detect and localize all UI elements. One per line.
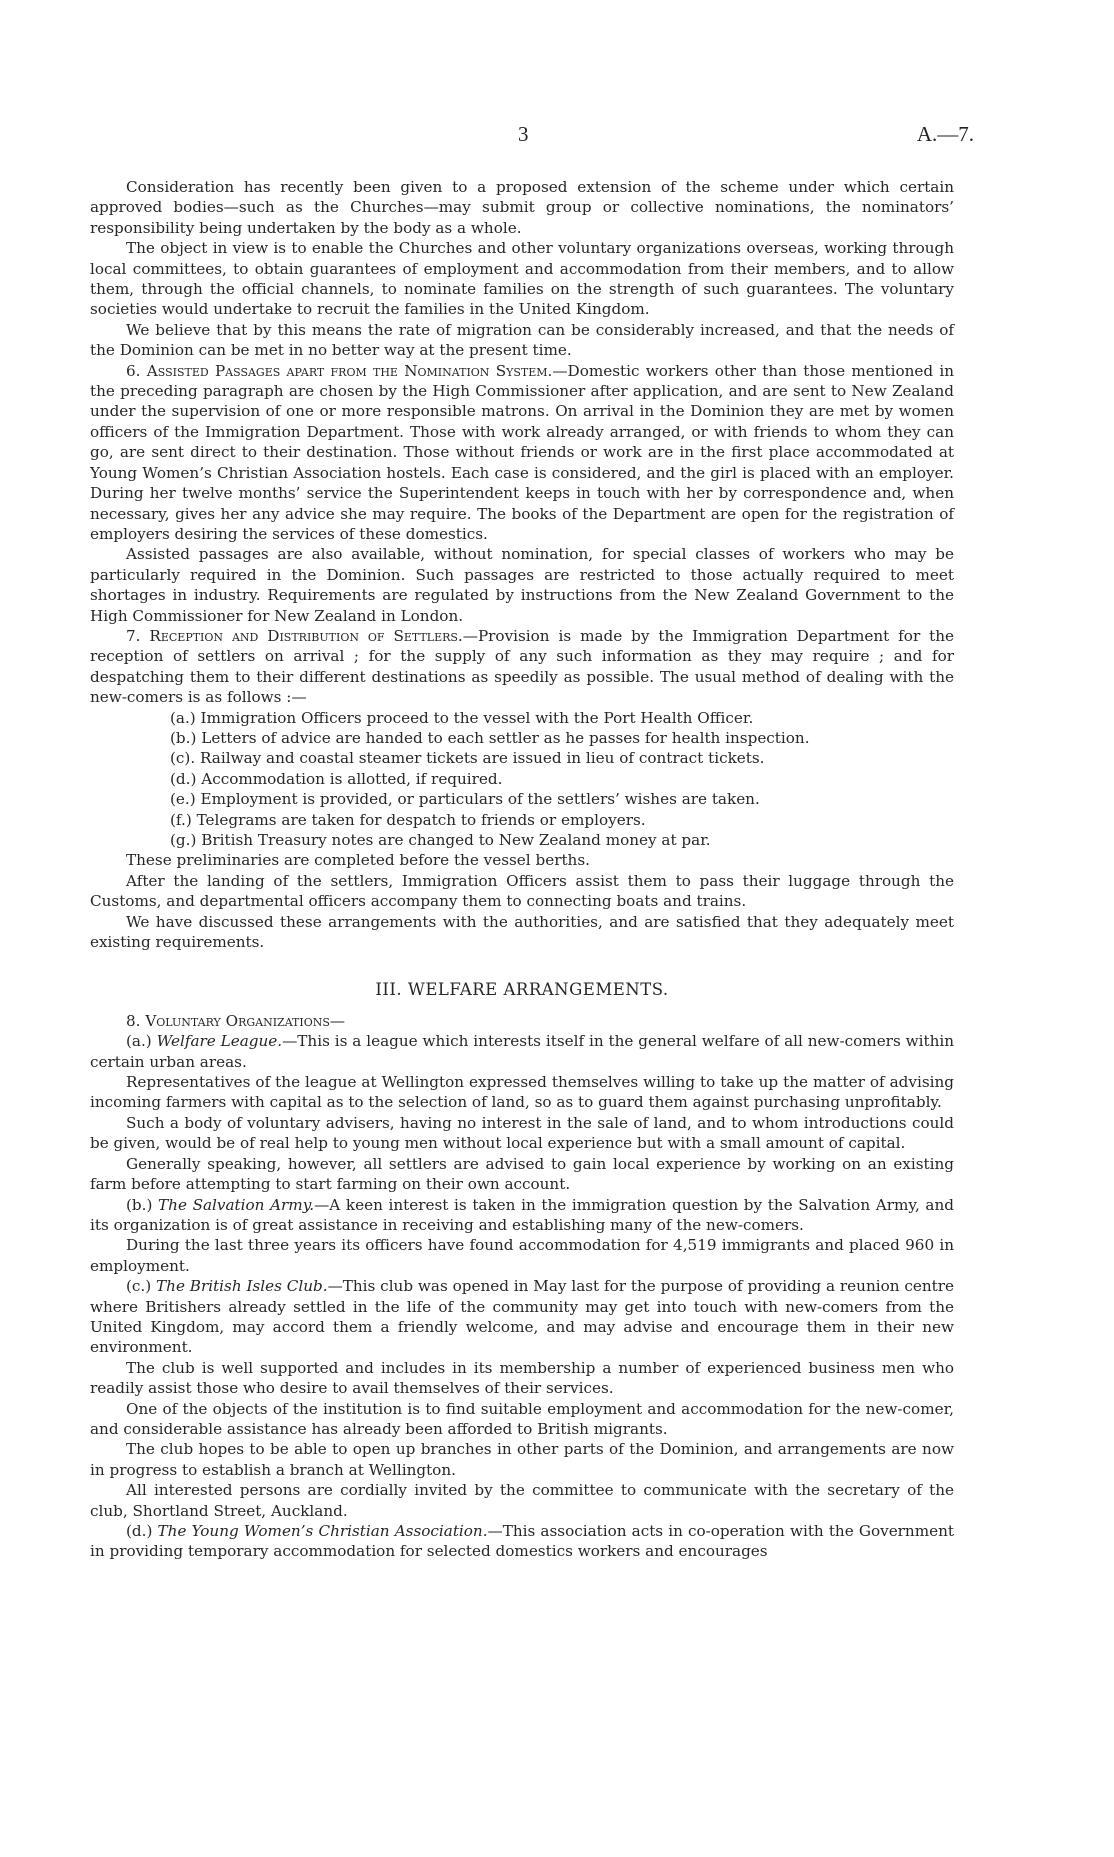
paragraph-section-8 — [90, 1011, 954, 1031]
document-reference: A.—7. — [916, 122, 974, 146]
item-label: (a.) — [126, 1032, 157, 1051]
paragraph: We believe that by this means the rate of migration can be considerably increased, and that the needs of the Dominion can be met in no better way at the present time. — [90, 320, 954, 360]
list-item: (c). Railway and coastal steamer tickets are issued in lieu of contract tickets. — [170, 749, 765, 768]
section-heading: III. WELFARE ARRANGEMENTS. — [375, 980, 669, 1000]
paragraph-british-isles-club — [90, 1276, 954, 1358]
list-item: (g.) British Treasury notes are changed to New Zealand money at par. — [170, 831, 711, 849]
item-title: The Young Women’s Christian Association. — [157, 1522, 488, 1540]
paragraph: After the landing of the settlers, Immigration Officers assist them to pass their luggage through the Customs, and departmental officers accompany them to connecting boats and trains. — [90, 871, 954, 911]
item-title: The Salvation Army. — [158, 1195, 315, 1214]
item-text: —A keen interest is taken in the immigration question by the Salvation Army, and its organization is of great assistance in receiving and establishing many of the new-comers. — [90, 1195, 954, 1234]
paragraph: During the last three years its officers have found accommodation for 4,519 immigrants and placed 960 in employment. — [90, 1236, 954, 1275]
paragraph: One of the objects of the institution is to find suitable employment and accommodation for the new-comer, and considerable assistance has already been afforded to British migrants. — [90, 1399, 954, 1438]
paragraph-section-7 — [90, 626, 954, 708]
paragraph-welfare-league — [90, 1031, 954, 1072]
list-item: (f.) Telegrams are taken for despatch to friends or employers. — [170, 810, 646, 829]
item-title: Welfare League. — [156, 1032, 283, 1051]
paragraph: Consideration has recently been given to a proposed extension of the scheme under which certain approved bodies—such as the Churches—may submit group or collective nominations, the nominators’ responsibility being undertaken by the body as a whole. — [90, 178, 954, 237]
paragraph: Representatives of the league at Wellington expressed themselves willing to take up the matter of advising incoming farmers with capital as to the selection of land, so as to guard them against purchasing unprofitably. — [90, 1073, 954, 1112]
section-8-dash: — — [329, 1011, 346, 1030]
paragraph-salvation-army — [90, 1195, 954, 1236]
item-text: —This is a league which interests itself in the general welfare of all new-comers within certain urban areas. — [90, 1032, 955, 1071]
paragraph: The object in view is to enable the Churches and other voluntary organizations overseas, working through local committees, to obtain guarantees of employment and accommodation from their members, and to allow them, through the official channels, to nominate families on the strength of such guarantees. The voluntary societies would undertake to recruit the families in the United Kingdom. — [90, 239, 954, 319]
paragraph: Generally speaking, however, all settlers are advised to gain local experience by working on an existing farm before attempting to start farming on their own account. — [90, 1154, 954, 1194]
list-item: (a.) Immigration Officers proceed to the vessel with the Port Health Officer. — [170, 708, 754, 727]
list-item: (d.) Accommodation is allotted, if required. — [170, 769, 503, 788]
item-label: (b.) — [126, 1195, 159, 1214]
item-text: —This club was opened in May last for the purpose of providing a reunion centre where Britishers already settled in the life of the community may get into touch with new-comers from the United Kingdom, may accord them a friendly welcome, and may advise and encourage them in their new environment. — [90, 1277, 954, 1357]
paragraph: The club is well supported and includes in its membership a number of experienced business men who readily assist those who desire to avail themselves of their services. — [90, 1358, 954, 1398]
section-6-text: —Domestic workers other than those mentioned in the preceding paragraph are chosen by the High Commissioner after application, and are sent to New Zealand under the supervision of one or more responsible matrons. On arrival in the Dominion they are met by women officers of the Immigration Department. Those with work already arranged, or with friends to whom they can go, are sent direct to their destination. Those without friends or work are in the first place accommodated at Young Women’s Christian Association hostels. Each case is considered, and the girl is placed with an employer. During her twelve months’ service the Superintendent keeps in touch with her by correspondence and, when necessary, gives her any advice she may require. The books of the Department are open for the registration of employers desiring the services of these domestics. — [90, 361, 954, 543]
item-label: (c.) — [126, 1277, 157, 1296]
paragraph: We have discussed these arrangements with the authorities, and are satisfied that they adequately meet existing requirements. — [90, 912, 954, 952]
paragraph: These preliminaries are completed before the vessel berths. — [126, 851, 590, 870]
section-6-heading: 6. Assisted Passages apart from the Nomination System. — [126, 361, 553, 380]
paragraph: All interested persons are cordially invited by the committee to communicate with the secretary of the club, Shortland Street, Auckland. — [90, 1481, 954, 1520]
paragraph: The club hopes to be able to open up branches in other parts of the Dominion, and arrangements are now in progress to establish a branch at Wellington. — [90, 1440, 954, 1479]
item-title: The British Isles Club. — [156, 1277, 328, 1296]
section-7-text: —Provision is made by the Immigration Department for the reception of settlers on arrival ; for the supply of any such information as they may require ; and for despatching them to their different destinations as speedily as possible. The usual method of dealing with the new-comers is as follows :— — [90, 626, 954, 707]
paragraph-section-6 — [90, 361, 954, 545]
paragraph: Assisted passages are also available, without nomination, for special classes of workers who may be particularly required in the Dominion. Such passages are restricted to those actually required to meet shortages in industry. Requirements are regulated by instructions from the New Zealand Government to the High Commissioner for New Zealand in London. — [90, 545, 954, 625]
section-7-heading: 7. Reception and Distribution of Settlers. — [126, 626, 463, 645]
item-text: —This association acts in co-operation with the Government in providing temporary accommodation for selected domestics workers and encourages — [90, 1522, 954, 1561]
item-label: (d.) — [126, 1522, 158, 1540]
paragraph-ywca — [90, 1521, 954, 1562]
section-8-heading: 8. Voluntary Organizations — [126, 1011, 330, 1030]
page-body — [90, 177, 954, 1562]
list-item: (e.) Employment is provided, or particulars of the settlers’ wishes are taken. — [170, 790, 760, 809]
page-number: 3 — [518, 122, 529, 146]
paragraph: Such a body of voluntary advisers, having no interest in the sale of land, and to whom introductions could be given, would be of real help to young men without local experience but with a small amount of capital. — [90, 1113, 954, 1153]
list-item: (b.) Letters of advice are handed to each settler as he passes for health inspection. — [170, 728, 810, 747]
